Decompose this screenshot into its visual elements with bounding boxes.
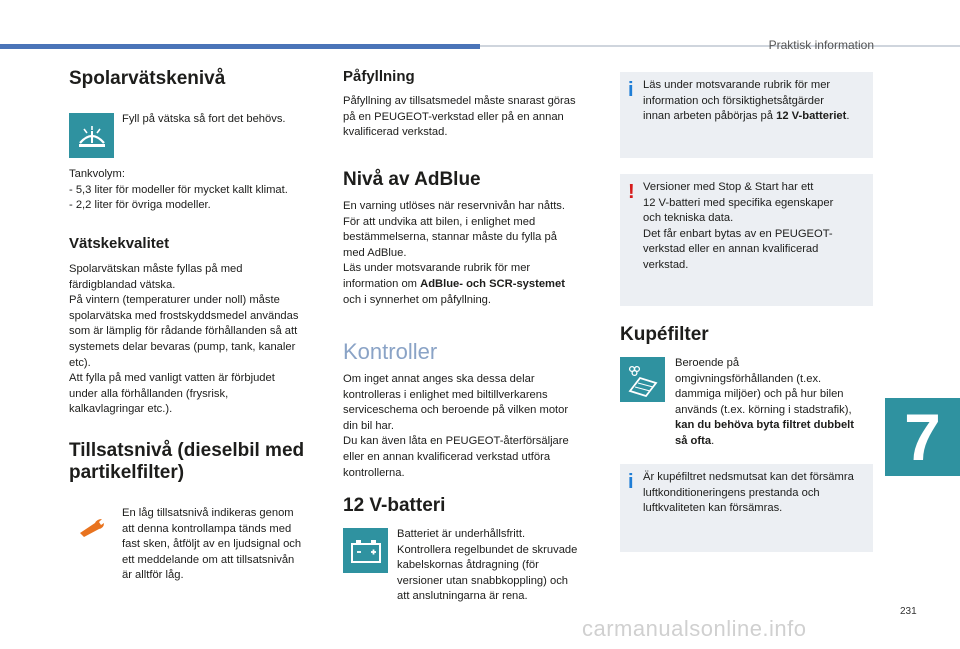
text-line: Spolarvätskan måste fyllas på med [69, 263, 243, 275]
text-line: En låg tillsatsnivå indikeras genom [122, 507, 294, 519]
info-icon: i [628, 79, 634, 101]
refill-text [343, 94, 603, 141]
fluid-quality-title: Vätskekvalitet [69, 235, 170, 252]
text-line: under alla förhållanden (frysrisk, [69, 387, 229, 400]
header-accent-bar [0, 44, 480, 49]
battery-icon [343, 528, 388, 573]
tank-volume-item: - 5,3 liter för modeller för mycket kallt klimat. [69, 183, 288, 196]
text-line: att anslutningarna är rena. [397, 590, 528, 603]
text-line: färdigblandad vätska. [69, 278, 176, 291]
checks-title: Kontroller [343, 339, 438, 364]
text-line: och tekniska data. [643, 212, 734, 225]
refill-title: Påfyllning [343, 68, 415, 85]
info-text [643, 470, 871, 517]
text-line: ett meddelande om att tillsatsnivån [122, 553, 295, 566]
warning-text [643, 180, 871, 274]
adblue-title: Nivå av AdBlue [343, 169, 481, 190]
text-line: på en PEUGEOT-verkstad eller på en annan [343, 110, 564, 123]
text-line: För att undvika att bilen, i enlighet med [343, 215, 536, 228]
text-line: spolarvätska med frostskyddsmedel användas [69, 309, 299, 322]
text-line: En varning utlöses när reservnivån har nåtts. [343, 200, 566, 212]
text-run: . [711, 434, 715, 447]
info-text [643, 78, 871, 125]
cabin-filter-text [675, 356, 875, 450]
checks-text [343, 372, 605, 481]
text-line: kvalificerad verkstad. [343, 126, 448, 139]
windscreen-washer-icon [69, 113, 114, 158]
tank-volume-item: - 2,2 liter för övriga modeller. [69, 199, 211, 212]
text-line: kontrolleras i enlighet med biltillverkarens [343, 388, 548, 401]
battery-title: 12 V-batteri [343, 495, 446, 516]
text-line: din bil har. [343, 419, 394, 432]
text-line: luftkonditioneringens prestanda och [643, 486, 820, 499]
info-box-cabin-filter [620, 464, 873, 552]
text-line: systemets delar bevaras (pump, tank, kanaler [69, 340, 296, 353]
additive-level-text [122, 506, 327, 584]
washer-fluid-title: Spolarvätskenivå [69, 68, 226, 89]
adblue-text [343, 199, 605, 308]
text-run: . [846, 110, 850, 123]
warning-icon: ! [628, 181, 635, 203]
tank-volume-block [69, 167, 329, 214]
text-line: eller en annan kvalificerad verkstad utföra [343, 450, 551, 463]
text-line: Om inget annat anges ska dessa delar [343, 373, 535, 385]
text-line: På vintern (temperaturer under noll) måste [69, 294, 280, 307]
text-line: Versioner med Stop & Start har ett [643, 181, 814, 193]
cabin-filter-title: Kupéfilter [620, 324, 709, 345]
header-rule [480, 45, 960, 47]
wrench-warning-icon [77, 517, 107, 544]
text-line: Läs under motsvarande rubrik för mer [643, 79, 831, 91]
text-line: Beroende på [675, 357, 740, 369]
text-line: kan du behöva byta filtret dubbelt [675, 419, 855, 432]
text-line: Är kupéfiltret nedsmutsat kan det försämra [643, 471, 854, 483]
text-line: verkstad eller en annan kvalificerad [643, 243, 819, 256]
text-line: omgivningsförhållanden (t.ex. [675, 372, 822, 385]
text-line: etc). [69, 356, 91, 369]
battery-text [397, 527, 607, 605]
text-line: dammiga miljöer) och på hur bilen [675, 388, 844, 401]
chapter-tab: 7 [885, 398, 960, 476]
text-line: med AdBlue. [343, 246, 407, 259]
watermark: carmanualsonline.info [582, 616, 807, 641]
text-line: serviceschema och beroende på vilken motor [343, 404, 569, 417]
text-line: 12 V-batteri med specifika egenskaper [643, 196, 834, 209]
text-line [675, 434, 875, 450]
cabin-filter-icon [620, 357, 665, 402]
title-line: partikelfilter) [69, 462, 185, 483]
title-line: Tillsatsnivå (dieselbil med [69, 440, 305, 461]
info-box-battery [620, 72, 873, 158]
text-line: Påfyllning av tillsatsmedel måste snarast göras [343, 95, 576, 107]
battery-reference: 12 V-batteriet [776, 110, 847, 123]
text-run: innan arbeten påbörjas på [643, 110, 777, 123]
text-line: Kontrollera regelbundet de skruvade [397, 543, 578, 556]
additive-level-title [69, 440, 329, 484]
text-run: så ofta [675, 434, 712, 447]
text-run: information om [343, 277, 421, 290]
text-line [343, 277, 605, 293]
section-label: Praktisk information [768, 38, 874, 52]
text-line: är alltför låg. [122, 569, 184, 582]
text-line: versioner utan snabbkoppling) och [397, 574, 569, 587]
text-line [643, 109, 871, 125]
text-line: luftkvaliteten kan försämras. [643, 502, 783, 515]
adblue-reference: AdBlue- och SCR-systemet [420, 277, 565, 290]
info-icon: i [628, 471, 634, 493]
text-line: Batteriet är underhållsfritt. [397, 528, 526, 540]
text-line: och i synnerhet om påfyllning. [343, 293, 492, 306]
text-line: Att fylla på med vanligt vatten är förbjudet [69, 372, 275, 385]
text-line: kalkavlagringar etc.). [69, 403, 173, 416]
text-line: fast sken, åtföljt av en ljudsignal och [122, 538, 302, 551]
text-line: Det får enbart bytas av en PEUGEOT- [643, 227, 833, 240]
fluid-quality-text [69, 262, 329, 418]
text-line: Läs under motsvarande rubrik för mer [343, 262, 531, 275]
tank-volume-label: Tankvolym: [69, 168, 125, 180]
page-number: 231 [900, 606, 917, 617]
text-line: används (t.ex. körning i stadstrafik), [675, 403, 852, 416]
warning-box-stop-start [620, 174, 873, 306]
text-line: att denna kontrollampa tänds med [122, 522, 292, 535]
washer-fluid-intro: Fyll på vätska så fort det behövs. [122, 113, 286, 125]
text-line: som är lämplig för rådande förhållanden så att [69, 325, 298, 338]
text-line: Du kan även låta en PEUGEOT-återförsäljare [343, 435, 569, 448]
text-line: kontrollerna. [343, 466, 405, 479]
text-line: information och försiktighetsåtgärder [643, 94, 824, 107]
text-line: verkstad. [643, 258, 689, 271]
text-line: bestämmelserna, stannar måste du fylla på [343, 231, 557, 244]
text-line: kabelskornas åtdragning (för [397, 559, 539, 572]
